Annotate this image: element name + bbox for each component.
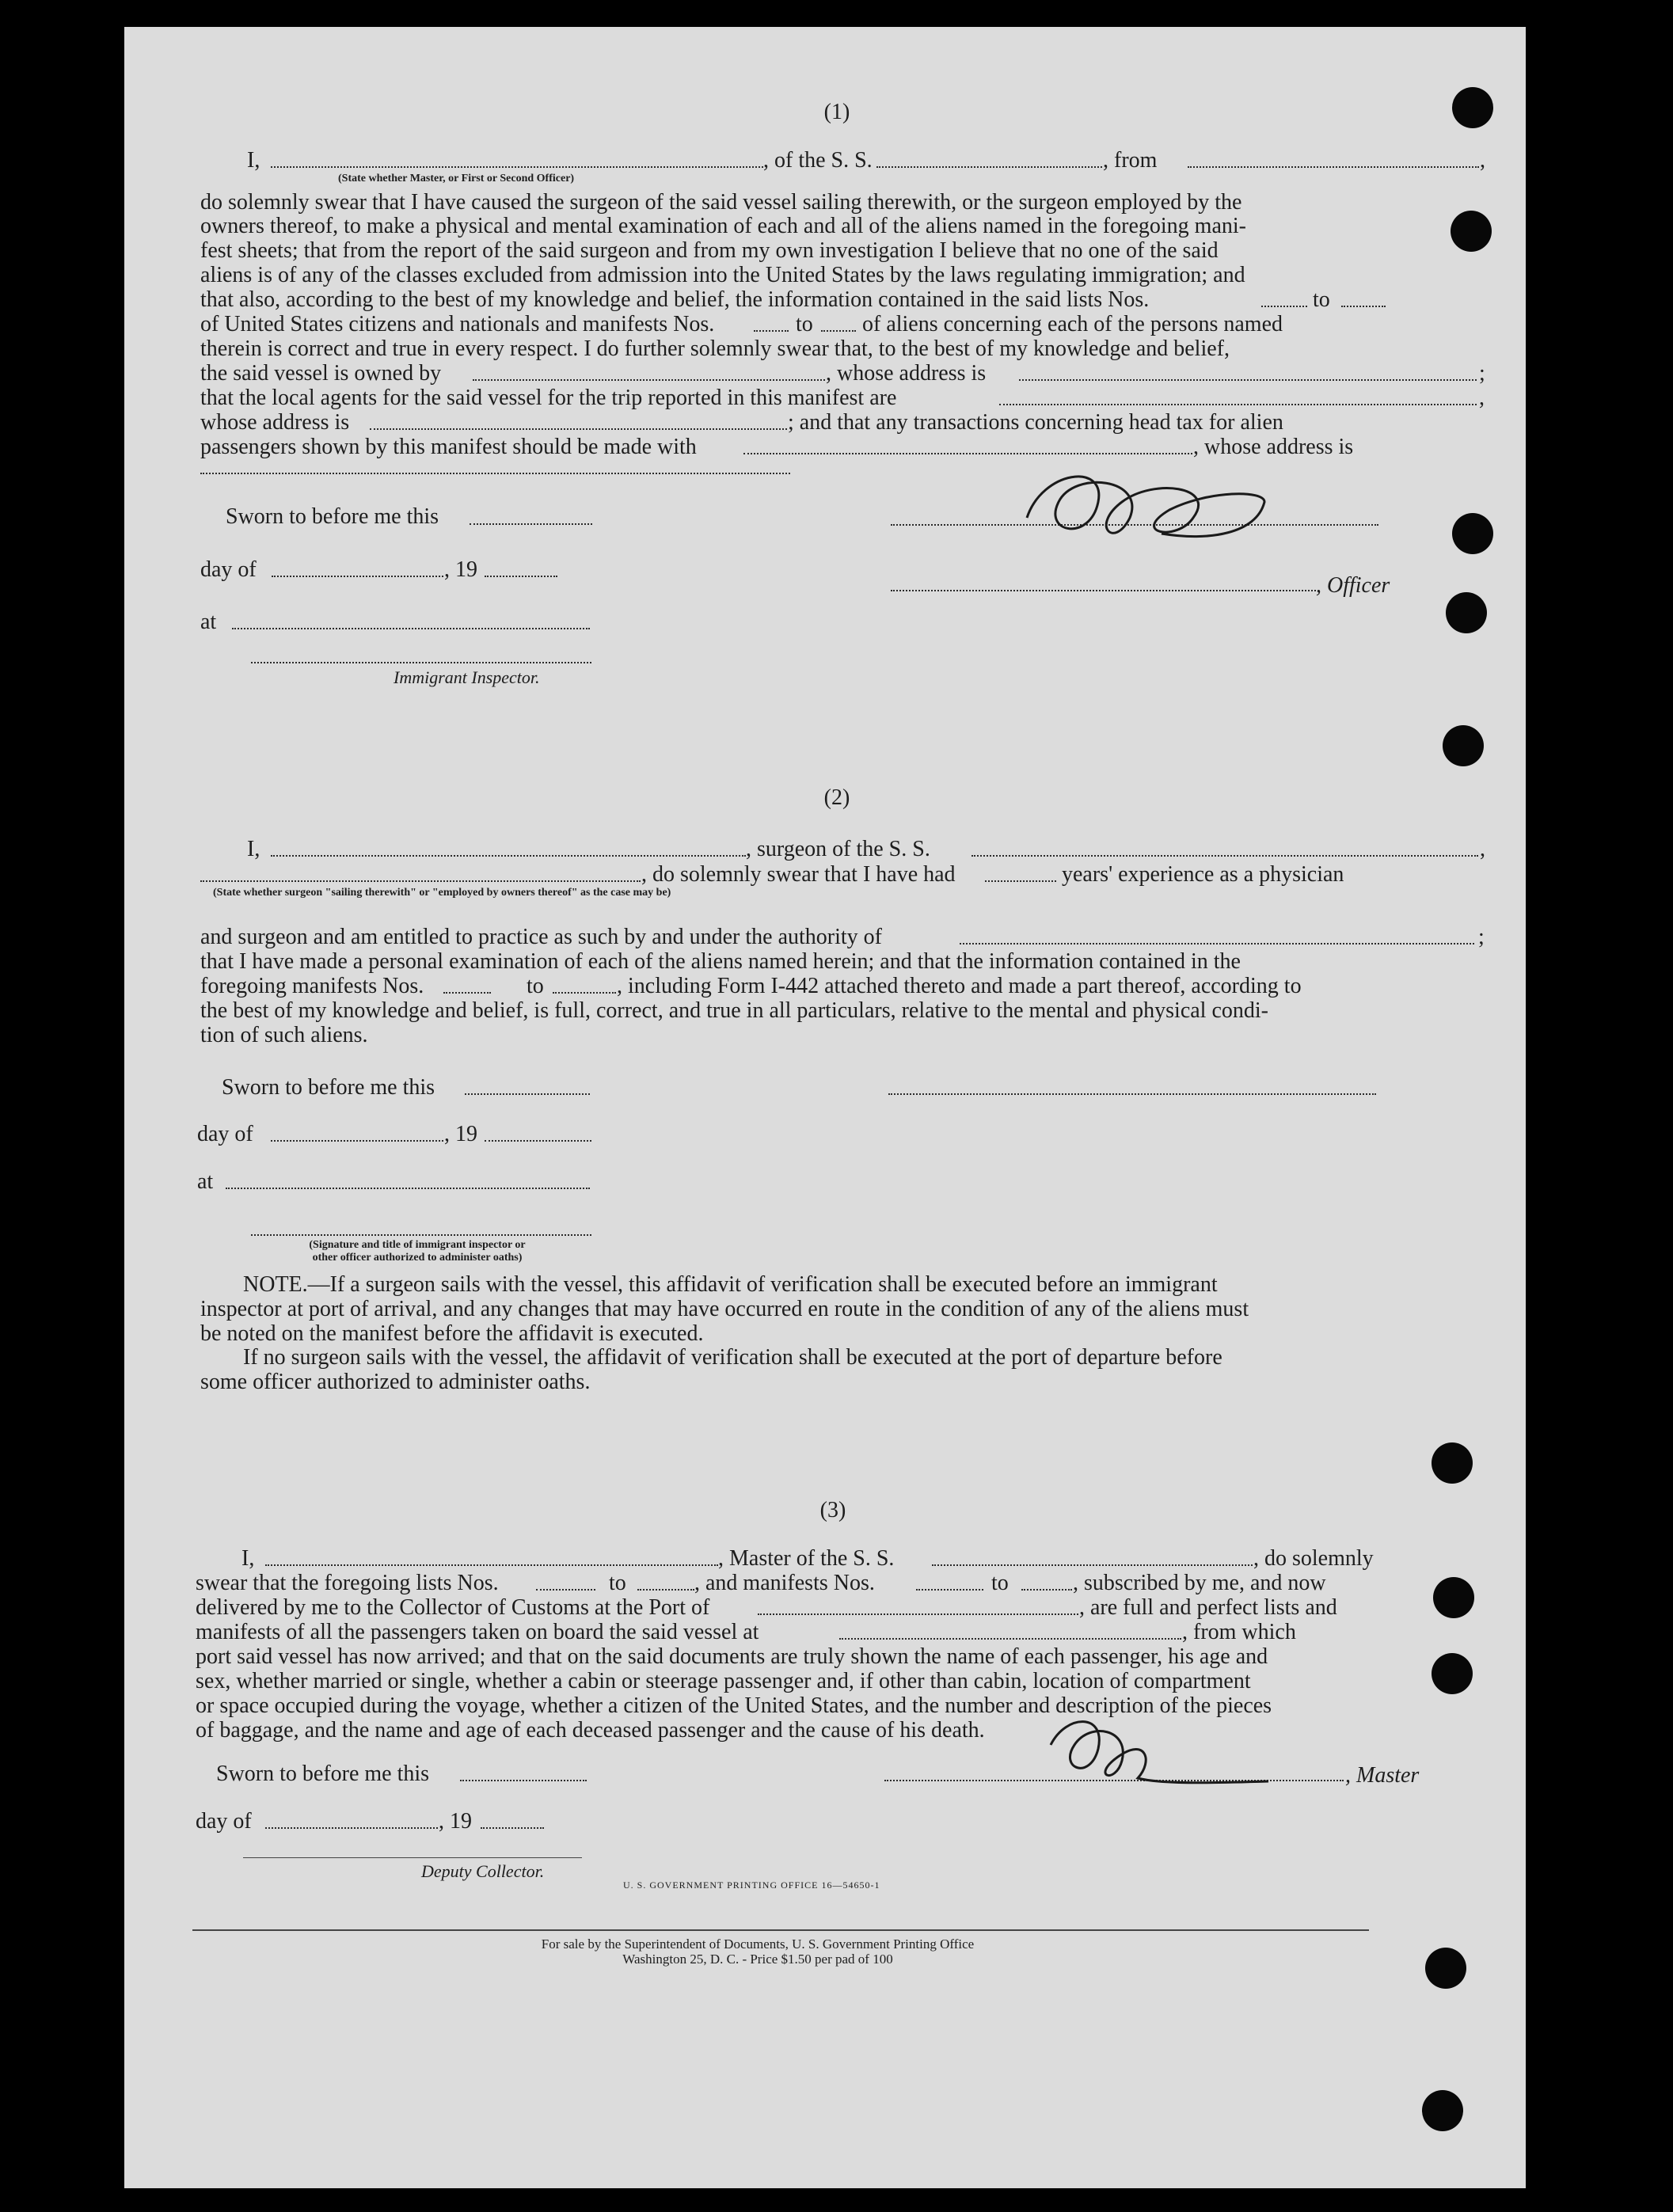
s1-officer-name-field[interactable] [271, 166, 763, 168]
s3-para-line-8: of baggage, and the name and age of each deceased passenger and the cause of his death. [196, 1718, 985, 1743]
s1-officer-note: (State whether Master, or First or Second Officer) [338, 173, 575, 184]
punch-hole [1433, 1577, 1474, 1618]
section-3-number: (3) [819, 1498, 846, 1522]
s1-lists-from-field[interactable] [1261, 306, 1307, 307]
s2-note-line-3: be noted on the manifest before the affidavit is executed. [200, 1321, 704, 1346]
s3-day-field[interactable] [265, 1827, 438, 1829]
s3-signature-stroke [1051, 1722, 1268, 1783]
s3-deputy-signature-line [243, 1857, 582, 1858]
s2-surgeon-note: (State whether surgeon "sailing therewith" or "employed by owners thereof" as the case may be) [213, 887, 671, 899]
s3-manifests-label: , and manifests Nos. [694, 1571, 875, 1595]
s1-ship-name-field[interactable] [876, 166, 1102, 168]
s1-line1-ss: , of the S. S. [763, 148, 873, 173]
s1-lists-to-field[interactable] [1341, 306, 1386, 307]
s1-head-tax-label: passengers shown by this manifest should be made with [200, 435, 697, 459]
s1-inspector-signature-field[interactable] [251, 662, 591, 663]
s1-local-agents-field[interactable] [999, 404, 1477, 405]
s1-year-field[interactable] [485, 576, 557, 577]
s1-owner-address-label: , whose address is [826, 361, 987, 386]
s2-manifests-label: foregoing manifests Nos. [200, 974, 424, 998]
s1-para-line-2: owners thereof, to make a physical and mental examination of each and all of the aliens named in the foregoing mani- [200, 214, 1246, 238]
s2-at-field[interactable] [226, 1188, 590, 1189]
s3-do-solemnly: , do solemnly [1253, 1546, 1374, 1571]
s2-authority-label: and surgeon and am entitled to practice as such by and under the authority of [200, 925, 882, 949]
s3-manifests-to-field[interactable] [1021, 1589, 1072, 1591]
s1-agent-address-field[interactable] [370, 428, 787, 430]
s1-para-line-4: aliens is of any of the classes excluded from admission into the United States by the laws regulating immigration; and [200, 263, 1245, 287]
s1-agent-address-label: whose address is [200, 410, 350, 435]
s2-years-field[interactable] [985, 880, 1056, 882]
s2-sworn-field[interactable] [465, 1093, 590, 1095]
footer-rule [192, 1929, 1369, 1931]
s2-surgeon-status-field[interactable] [200, 880, 641, 882]
s1-local-agents-label: that the local agents for the said vessel for the trip reported in this manifest are [200, 386, 897, 410]
s1-para-line-8: therein is correct and true in every respect. I do further solemnly swear that, to the best of my knowledge and belief, [200, 336, 1230, 361]
document-page [124, 27, 1526, 2188]
s2-comma: , [1480, 837, 1485, 861]
s1-line1-comma: , [1480, 148, 1485, 173]
s2-para-line-5c: , including Form I-442 attached thereto and made a part thereof, according to [617, 974, 1302, 998]
s1-officer-title-field[interactable] [891, 590, 1316, 591]
s2-note-line-1: NOTE.—If a surgeon sails with the vessel, this affidavit of verification shall be executed before an immigrant [243, 1272, 1218, 1297]
s1-at-label: at [200, 610, 217, 634]
s3-master-label: , Master of the S. S. [718, 1546, 895, 1571]
s3-sworn-label: Sworn to before me this [216, 1762, 430, 1786]
s3-departure-port-field[interactable] [839, 1638, 1181, 1640]
footer-sale-line-1: For sale by the Superintendent of Documents, U. S. Government Printing Office [541, 1936, 975, 1952]
s3-para-line-5: port said vessel has now arrived; and that on the said documents are truly shown the name of each passenger, his age and [196, 1644, 1268, 1669]
s1-line1-from: , from [1103, 148, 1158, 173]
s3-master-signature [1043, 1705, 1272, 1792]
s1-manifests-from-field[interactable] [754, 330, 789, 332]
s3-lists-to-field[interactable] [637, 1589, 694, 1591]
s3-to-label-1: to [609, 1571, 626, 1595]
s3-port-field[interactable] [758, 1613, 1078, 1615]
s2-para-line-7: tion of such aliens. [200, 1023, 368, 1047]
s3-to-label-2: to [991, 1571, 1009, 1595]
punch-hole [1451, 211, 1492, 252]
s1-head-tax-address-label: , whose address is [1193, 435, 1354, 459]
s1-inspector-label: Immigrant Inspector. [394, 667, 540, 687]
s2-sig-note-line-2: other officer authorized to administer oaths) [312, 1252, 523, 1264]
s3-from-which-label: , from which [1182, 1620, 1296, 1644]
s2-authority-field[interactable] [960, 943, 1474, 944]
s2-semicolon: ; [1478, 925, 1485, 949]
s3-lists-from-field[interactable] [536, 1589, 595, 1591]
s2-surgeon-signature-field[interactable] [888, 1093, 1376, 1095]
s1-dayof-label: day of [200, 557, 257, 582]
s1-year-label: , 19 [444, 557, 477, 582]
s2-sworn-label: Sworn to before me this [222, 1075, 435, 1100]
s1-owned-by-label: the said vessel is owned by [200, 361, 442, 386]
s1-day-field[interactable] [272, 576, 443, 577]
s1-para-line-7a: of United States citizens and nationals and manifests Nos. [200, 312, 715, 336]
s2-note-line-2: inspector at port of arrival, and any changes that may have occurred en route in the condition of any of the aliens must [200, 1297, 1249, 1321]
s2-year-field[interactable] [485, 1140, 591, 1142]
s3-full-perfect-label: , are full and perfect lists and [1079, 1595, 1337, 1620]
s2-sig-note-line-1: (Signature and title of immigrant inspector or [309, 1239, 526, 1251]
punch-hole [1443, 725, 1484, 766]
s2-at-label: at [197, 1169, 214, 1194]
s3-line1-i: I, [241, 1546, 255, 1571]
s1-para-line-6: that also, according to the best of my knowledge and belief, the information contained in the said lists Nos. [200, 287, 1150, 312]
s2-years-label: years' experience as a physician [1062, 862, 1344, 887]
s1-head-tax-address-field[interactable] [200, 473, 790, 474]
s1-officer-signature [1011, 454, 1288, 557]
punch-hole [1425, 1948, 1466, 1989]
s2-surgeon-name-field[interactable] [271, 855, 746, 857]
s3-master-name-field[interactable] [265, 1564, 718, 1566]
s2-manifests-to-field[interactable] [553, 992, 616, 994]
s1-para-line-1: do solemnly swear that I have caused the surgeon of the said vessel sailing therewith, or the surgeon employed by the [200, 190, 1242, 215]
s1-to-label-1: to [1313, 287, 1330, 312]
s2-para-line-4: that I have made a personal examination of each of the aliens named herein; and that the information contained in the [200, 949, 1241, 974]
s2-line1-i: I, [247, 837, 260, 861]
s3-master-sig-label: , Master [1345, 1763, 1420, 1788]
s3-dayof-label: day of [196, 1809, 252, 1834]
s2-note-line-5: some officer authorized to administer oaths. [200, 1370, 591, 1394]
s3-lists-label: swear that the foregoing lists Nos. [196, 1571, 499, 1595]
s3-para-line-6: sex, whether married or single, whether a cabin or steerage passenger and, if other than cabin, location of compartment [196, 1669, 1251, 1693]
s3-manifests-from-field[interactable] [916, 1589, 983, 1591]
s1-from-port-field[interactable] [1188, 166, 1479, 168]
punch-hole [1452, 87, 1493, 128]
section-1-number: (1) [823, 100, 850, 124]
s3-collector-label: delivered by me to the Collector of Customs at the Port of [196, 1595, 710, 1620]
s3-sworn-field[interactable] [460, 1780, 587, 1781]
punch-hole [1432, 1653, 1473, 1694]
s1-owner-field[interactable] [473, 379, 825, 381]
s2-note-line-4: If no surgeon sails with the vessel, the affidavit of verification shall be executed at the port of departure before [243, 1345, 1222, 1370]
s1-manifests-to-field[interactable] [821, 330, 856, 332]
s3-ship-name-field[interactable] [932, 1564, 1253, 1566]
section-2-number: (2) [823, 785, 850, 810]
s3-para-line-7: or space occupied during the voyage, whether a citizen of the United States, and the number and description of the pieces [196, 1693, 1272, 1718]
s1-line1-i: I, [247, 148, 260, 173]
s2-inspector-signature-field[interactable] [251, 1234, 591, 1236]
punch-hole [1452, 513, 1493, 554]
s2-surgeon-label: , surgeon of the S. S. [746, 837, 930, 861]
gpo-imprint: U. S. GOVERNMENT PRINTING OFFICE 16—54650-1 [623, 1879, 880, 1891]
punch-hole [1432, 1442, 1473, 1484]
footer-sale-line-2: Washington 25, D. C. - Price $1.50 per pad of 100 [622, 1952, 893, 1967]
s2-sig-note [243, 1239, 591, 1264]
s1-to-label-2: to [796, 312, 813, 336]
s3-subscribed-label: , subscribed by me, and now [1073, 1571, 1326, 1595]
s1-signature-stroke [1027, 477, 1264, 537]
s2-year-label: , 19 [444, 1122, 477, 1146]
s1-semicolon: ; [1479, 361, 1485, 386]
s2-para-line-6: the best of my knowledge and belief, is full, correct, and true in all particulars, relative to the mental and physical condi- [200, 998, 1268, 1023]
s1-sworn-field[interactable] [470, 523, 592, 525]
s2-ship-name-field[interactable] [971, 855, 1478, 857]
s2-day-field[interactable] [271, 1140, 443, 1142]
s2-to-label: to [527, 974, 544, 998]
s3-year-label: , 19 [439, 1809, 472, 1834]
s1-sworn-label: Sworn to before me this [226, 504, 439, 529]
s2-swear-label: , do solemnly swear that I have had [641, 862, 956, 887]
footer-sale-notice [441, 1936, 1074, 1967]
s1-officer-label: , Officer [1316, 573, 1390, 598]
s1-comma-2: , [1479, 386, 1485, 410]
s1-para-line-7c: of aliens concerning each of the persons named [862, 312, 1283, 336]
s3-deputy-label: Deputy Collector. [421, 1861, 545, 1881]
s1-head-tax-text: ; and that any transactions concerning head tax for alien [788, 410, 1283, 435]
punch-hole [1446, 592, 1487, 633]
punch-hole [1422, 2090, 1463, 2131]
s2-manifests-from-field[interactable] [443, 992, 491, 994]
s3-taken-aboard-label: manifests of all the passengers taken on board the said vessel at [196, 1620, 759, 1644]
s1-owner-address-field[interactable] [1019, 379, 1477, 381]
s1-para-line-3: fest sheets; that from the report of the said surgeon and from my own investigation I believe that no one of the said [200, 238, 1219, 263]
s3-year-field[interactable] [481, 1827, 544, 1829]
s1-at-field[interactable] [232, 628, 590, 629]
s2-dayof-label: day of [197, 1122, 253, 1146]
